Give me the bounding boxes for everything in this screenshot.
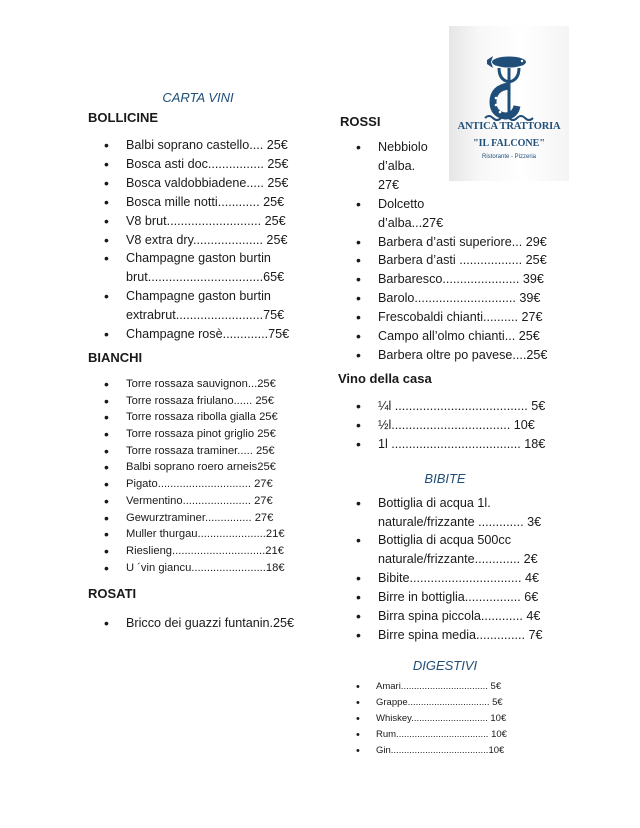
list-item: • V8 brut........................... 25€ xyxy=(88,212,308,231)
bibite-list xyxy=(340,494,560,645)
list-item: • Barbera oltre po pavese....25€ xyxy=(340,346,565,365)
list-item: • Bibite................................ 4€ xyxy=(340,569,560,588)
list-item: • Balbi soprano castello.... 25€ xyxy=(88,136,308,155)
left-column xyxy=(88,88,328,633)
list-item: • Torre rossaza ribolla gialla 25€ xyxy=(88,409,313,426)
list-item: • Barbera d’asti superiore... 29€ xyxy=(340,233,565,252)
list-item: • Bottiglia di acqua 1l. naturale/frizzante ............. 3€ xyxy=(340,494,560,532)
section-heading-bianchi: BIANCHI xyxy=(88,349,143,365)
bollicine-list xyxy=(88,136,308,344)
list-item: • Champagne rosè.............75€ xyxy=(88,325,308,344)
list-item: • Torre rossaza sauvignon...25€ xyxy=(88,376,313,393)
list-item: • Rum................................... 10€ xyxy=(340,727,540,743)
list-item: • Whiskey............................. 10€ xyxy=(340,711,540,727)
list-item: • Torre rossaza pinot griglio 25€ xyxy=(88,426,313,443)
rossi-list xyxy=(340,138,565,365)
list-item: • Champagne gaston burtin extrabrut.........................75€ xyxy=(88,287,308,325)
list-item: • Balbi soprano roero arneis25€ xyxy=(88,459,313,476)
list-item: • Frescobaldi chianti.......... 27€ xyxy=(340,308,565,327)
list-item: • ¼l ...................................... 5€ xyxy=(340,397,560,416)
list-item: • Bosca valdobbiadene..... 25€ xyxy=(88,174,308,193)
list-item: • Gin.....................................10€ xyxy=(340,743,540,759)
list-item: • Bottiglia di acqua 500cc naturale/frizzante............. 2€ xyxy=(340,531,560,569)
list-item: • Gewurztraminer............... 27€ xyxy=(88,510,313,527)
list-item: • Barbera d’asti .................. 25€ xyxy=(340,251,565,270)
section-heading-rosati: ROSATI xyxy=(88,586,137,602)
section-heading-bibite: BIBITE xyxy=(424,470,466,486)
list-item: • Amari................................. 5€ xyxy=(340,679,540,695)
logo-name: ANTICA TRATTORIA xyxy=(457,121,561,132)
list-item: • Rieslieng..............................21€ xyxy=(88,543,313,560)
bianchi-list xyxy=(88,376,313,576)
section-heading-digestivi: DIGESTIVI xyxy=(412,657,478,673)
list-item: • V8 extra dry.................... 25€ xyxy=(88,231,308,250)
logo-subtitle: "IL FALCONE" xyxy=(473,138,545,149)
list-item: • Torre rossaza friulano...... 25€ xyxy=(88,393,313,410)
digestivi-list xyxy=(340,679,540,759)
list-item: • ½l.................................. 10€ xyxy=(340,416,560,435)
section-heading-vino-della-casa: Vino della casa xyxy=(338,370,432,386)
page-title: CARTA VINI xyxy=(162,90,234,105)
list-item: • Champagne gaston burtin brut.................................65€ xyxy=(88,249,308,287)
list-item: • Birra spina piccola............ 4€ xyxy=(340,607,560,626)
section-heading-rossi: ROSSI xyxy=(340,114,381,129)
rosati-list xyxy=(88,614,328,633)
list-item: • Grappe............................... 5€ xyxy=(340,695,540,711)
list-item: • Barolo............................. 39€ xyxy=(340,289,565,308)
list-item: • Muller thurgau......................21€ xyxy=(88,526,313,543)
fish-trident-octopus-icon xyxy=(449,26,569,126)
vino-casa-list xyxy=(340,397,560,454)
list-item: • Dolcetto d’alba...27€ xyxy=(340,195,438,233)
list-item: • Pigato.............................. 27€ xyxy=(88,476,313,493)
list-item: • 1l ..................................... 18€ xyxy=(340,435,560,454)
list-item: • Bosca asti doc................ 25€ xyxy=(88,155,308,174)
list-item: • Birre in bottiglia................ 6€ xyxy=(340,588,560,607)
right-column xyxy=(340,112,570,759)
list-item: • Bosca mille notti............ 25€ xyxy=(88,193,308,212)
logo-tagline: Ristorante - Pizzeria xyxy=(481,154,537,160)
list-item: • Torre rossaza traminer..... 25€ xyxy=(88,443,313,460)
list-item: • Birre spina media.............. 7€ xyxy=(340,626,560,645)
list-item: • Campo all’olmo chianti... 25€ xyxy=(340,327,565,346)
list-item: • Nebbiolo d’alba. 27€ xyxy=(340,138,438,195)
list-item: • U ´vin giancu........................18€ xyxy=(88,560,313,577)
list-item: • Barbaresco...................... 39€ xyxy=(340,270,565,289)
list-item: • Bricco dei guazzi funtanin.25€ xyxy=(88,614,328,633)
list-item: • Vermentino...................... 27€ xyxy=(88,493,313,510)
section-heading-bollicine: BOLLICINE xyxy=(88,110,159,125)
